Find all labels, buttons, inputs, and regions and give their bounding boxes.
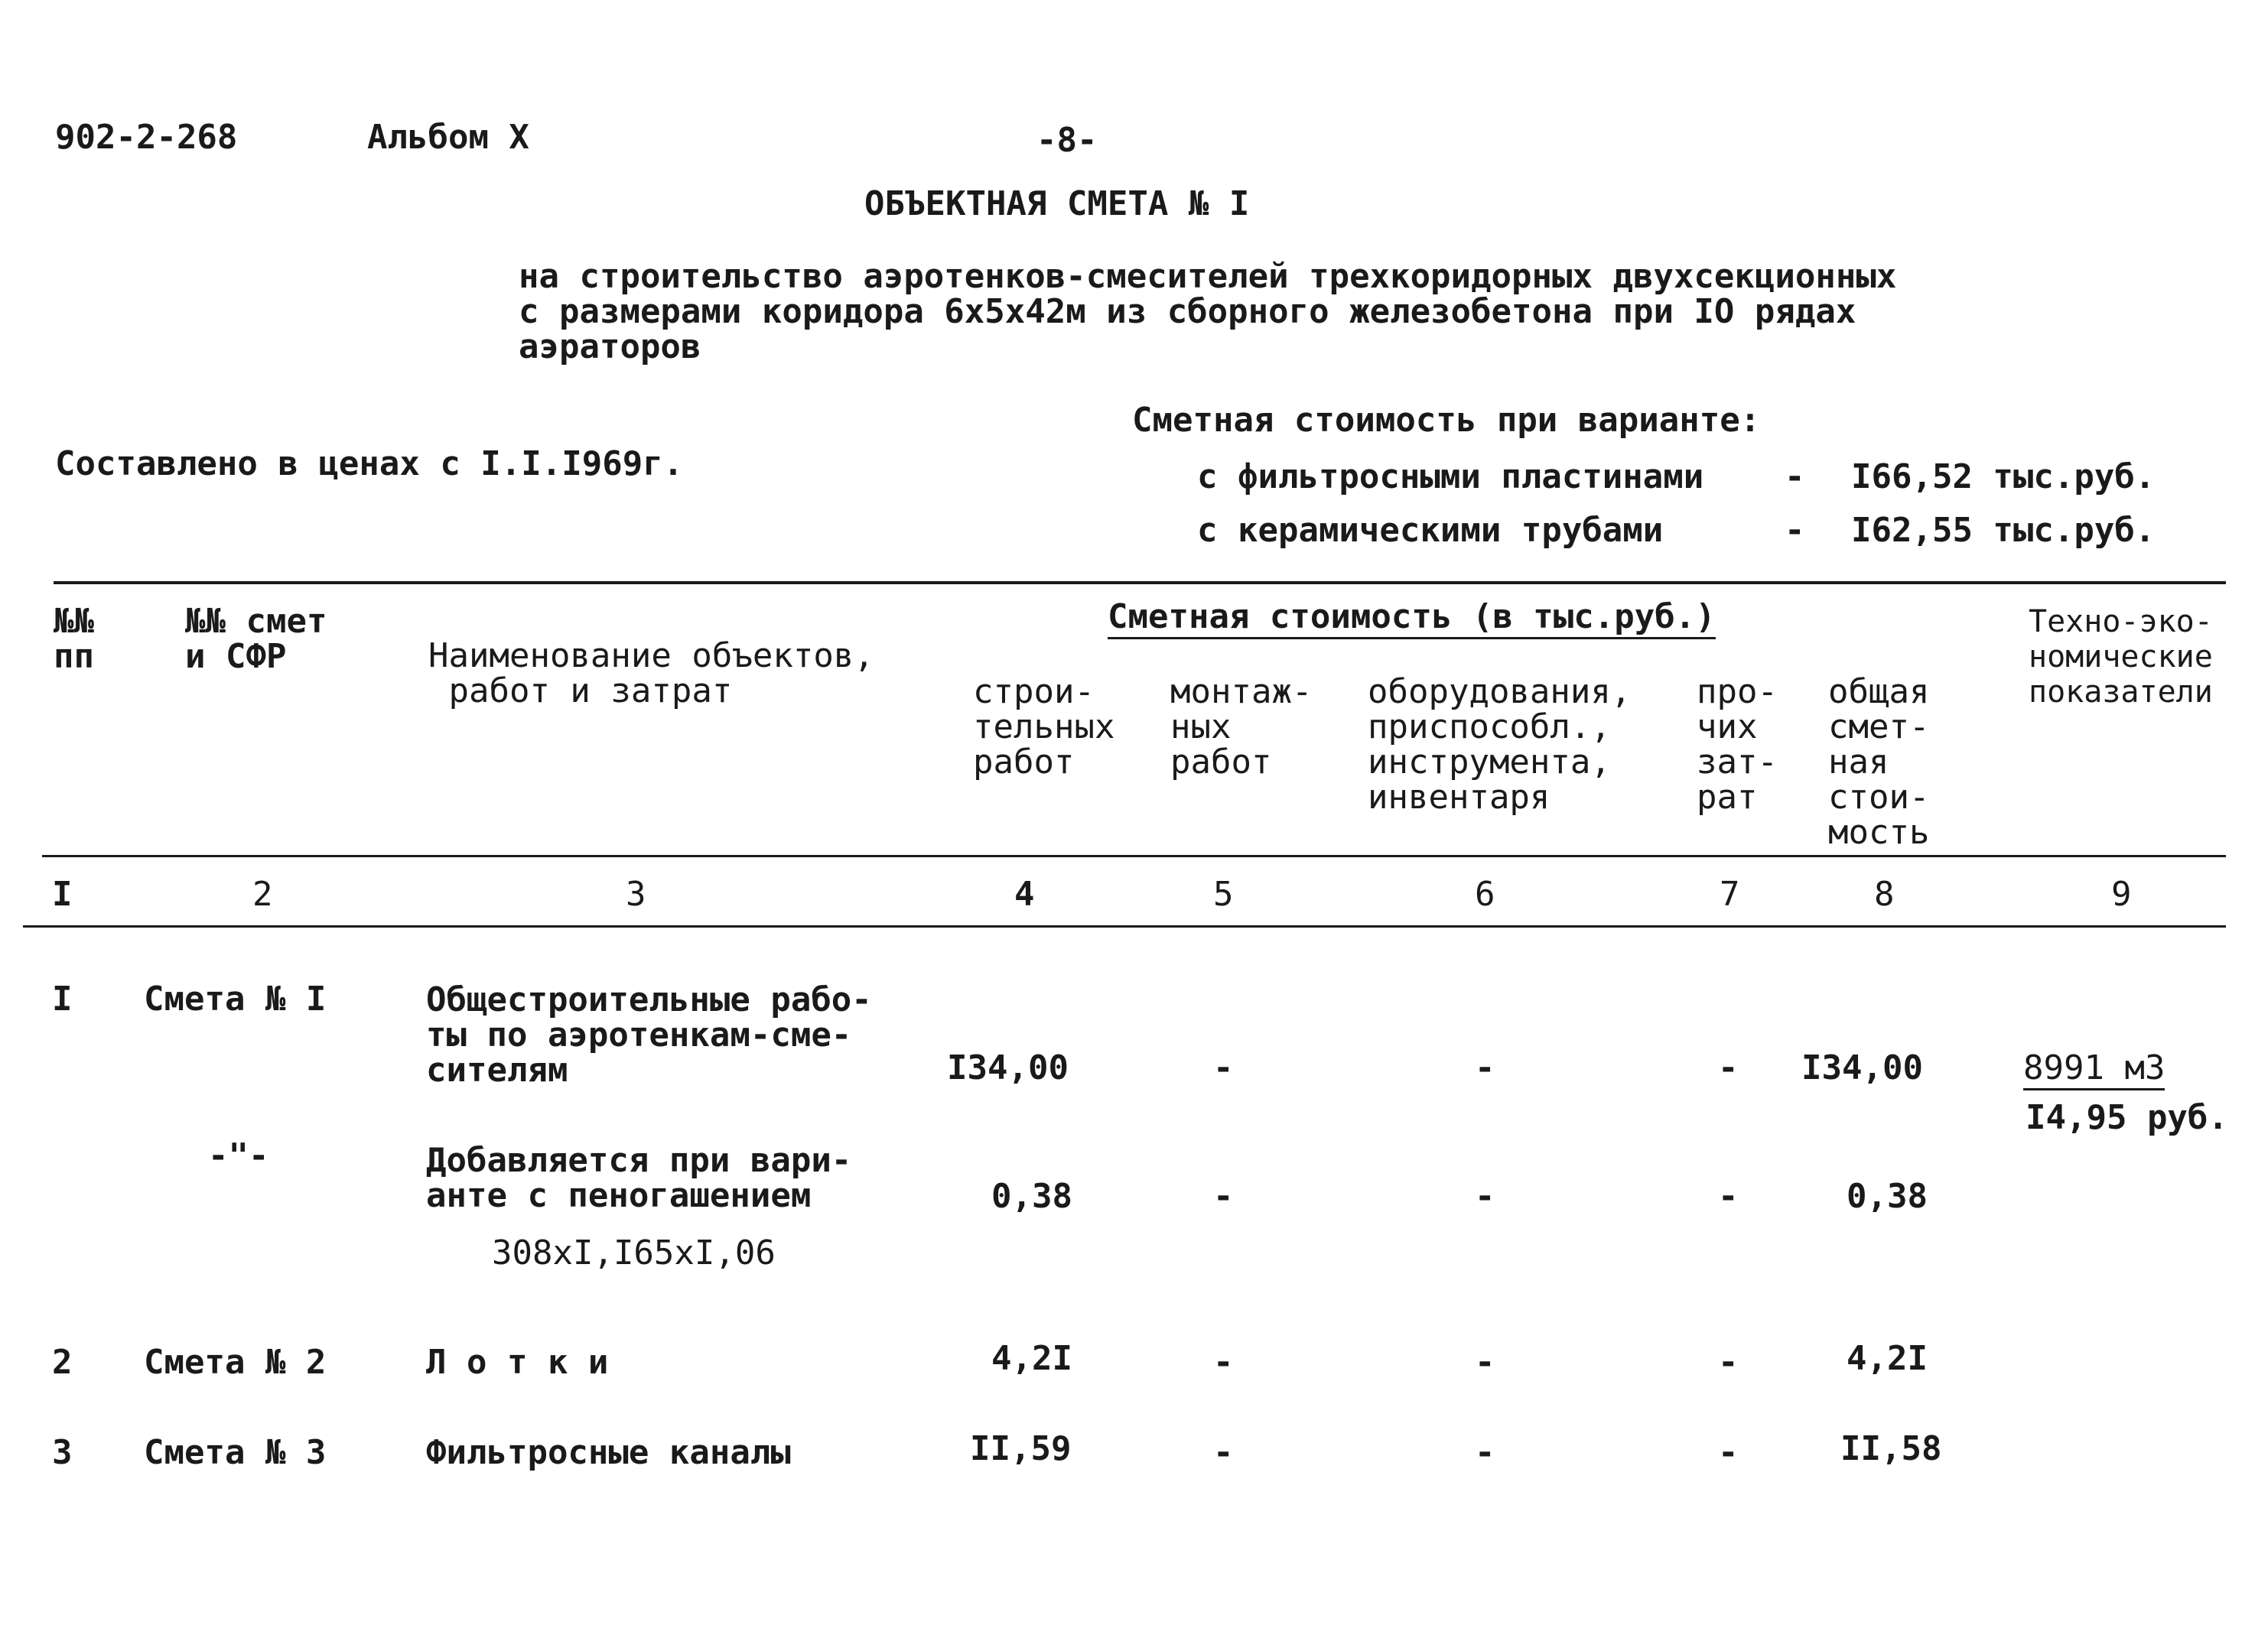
col-number-4: 4 (1014, 875, 1035, 914)
prices-note: Составлено в ценах с I.I.I969г. (55, 444, 684, 483)
document-title: ОБЪЕКТНАЯ СМЕТА № I (864, 184, 1250, 223)
header-col-total: общая смет- ная стои- мость (1828, 672, 1930, 852)
header-col-installation: монтаж- ных работ (1170, 672, 1313, 782)
row-equipment: - (1475, 1433, 1495, 1472)
row-indicator-volume: 8991 м3 (2023, 1051, 2165, 1090)
row-total: I34,00 (1801, 1048, 1923, 1087)
row-other: - (1718, 1048, 1739, 1087)
variant-label: с фильтросными пластинами (1197, 457, 1704, 496)
row-installation: - (1213, 1343, 1234, 1382)
row-other: - (1718, 1177, 1739, 1216)
col-number-1: I (52, 875, 73, 914)
row-num: 3 (52, 1433, 73, 1472)
row-name: Общестроительные рабо- ты по аэротенкам-сме- сителям (426, 980, 872, 1090)
row-installation: - (1213, 1048, 1234, 1087)
row-formula: 308хI,I65хI,06 (492, 1233, 776, 1272)
subject-line-3: аэраторов (519, 327, 701, 366)
header-col-equipment: оборудования, приспособл., инструмента, инвентаря (1368, 672, 1632, 817)
variant-label: с керамическими трубами (1197, 511, 1664, 550)
row-construction: I34,00 (947, 1048, 1069, 1087)
row-total: 4,2I (1847, 1339, 1928, 1378)
row-estimate: -"- (208, 1136, 269, 1175)
row-name: Добавляется при вари- анте с пеногашением (426, 1141, 852, 1215)
col-number-2: 2 (252, 875, 273, 914)
row-estimate: Смета № 2 (144, 1343, 327, 1382)
row-estimate: Смета № 3 (144, 1433, 327, 1472)
col-number-7: 7 (1720, 875, 1740, 914)
col-number-8: 8 (1874, 875, 1895, 914)
header-col-estimate: №№ смет и СФР (185, 602, 327, 676)
variant-dash: - (1785, 511, 1805, 550)
row-construction: II,59 (970, 1429, 1072, 1468)
row-equipment: - (1475, 1343, 1495, 1382)
variant-value: I66,52 тыс.руб. (1851, 457, 2156, 496)
col-number-9: 9 (2111, 875, 2132, 914)
header-col-indicators: Техно-эко- номические показатели (2029, 604, 2213, 710)
row-total: II,58 (1840, 1429, 1942, 1468)
header-col-num: №№ пп (54, 602, 94, 676)
row-equipment: - (1475, 1177, 1495, 1216)
subject-line-1: на строительство аэротенков-смесителей трехкоридорных двухсекционных (519, 257, 1897, 296)
header-col-other: про- чих зат- рат (1697, 672, 1778, 817)
column-numbers-rule (23, 925, 2226, 928)
row-construction: 0,38 (991, 1177, 1072, 1216)
col-number-3: 3 (626, 875, 646, 914)
doc-code: 902-2-268 (55, 118, 238, 157)
row-construction: 4,2I (991, 1339, 1072, 1378)
header-col-name: Наименование объектов, работ и затрат (428, 636, 874, 710)
row-num: I (52, 980, 73, 1019)
row-estimate: Смета № I (144, 980, 327, 1019)
variant-dash: - (1785, 457, 1805, 496)
row-num: 2 (52, 1343, 73, 1382)
table-top-rule (54, 581, 2226, 584)
row-equipment: - (1475, 1048, 1495, 1087)
col-number-6: 6 (1475, 875, 1495, 914)
row-installation: - (1213, 1433, 1234, 1472)
cost-heading: Сметная стоимость при варианте: (1132, 401, 1761, 440)
row-indicator-price: I4,95 руб. (2026, 1098, 2228, 1137)
row-name: Л о т к и (426, 1343, 609, 1382)
album-label: Альбом X (367, 118, 529, 157)
subject-line-2: с размерами коридора 6х5х42м из сборного железобетона при IO рядах (519, 292, 1856, 331)
page-number: -8- (1036, 121, 1098, 160)
variant-value: I62,55 тыс.руб. (1851, 511, 2156, 550)
row-other: - (1718, 1343, 1739, 1382)
row-installation: - (1213, 1177, 1234, 1216)
header-cost-group: Сметная стоимость (в тыс.руб.) (1108, 600, 1716, 639)
header-col-construction: строи- тельных работ (973, 672, 1115, 782)
header-bottom-rule (42, 855, 2226, 857)
col-number-5: 5 (1213, 875, 1234, 914)
row-total: 0,38 (1847, 1177, 1928, 1216)
row-other: - (1718, 1433, 1739, 1472)
row-name: Фильтросные каналы (426, 1433, 791, 1472)
